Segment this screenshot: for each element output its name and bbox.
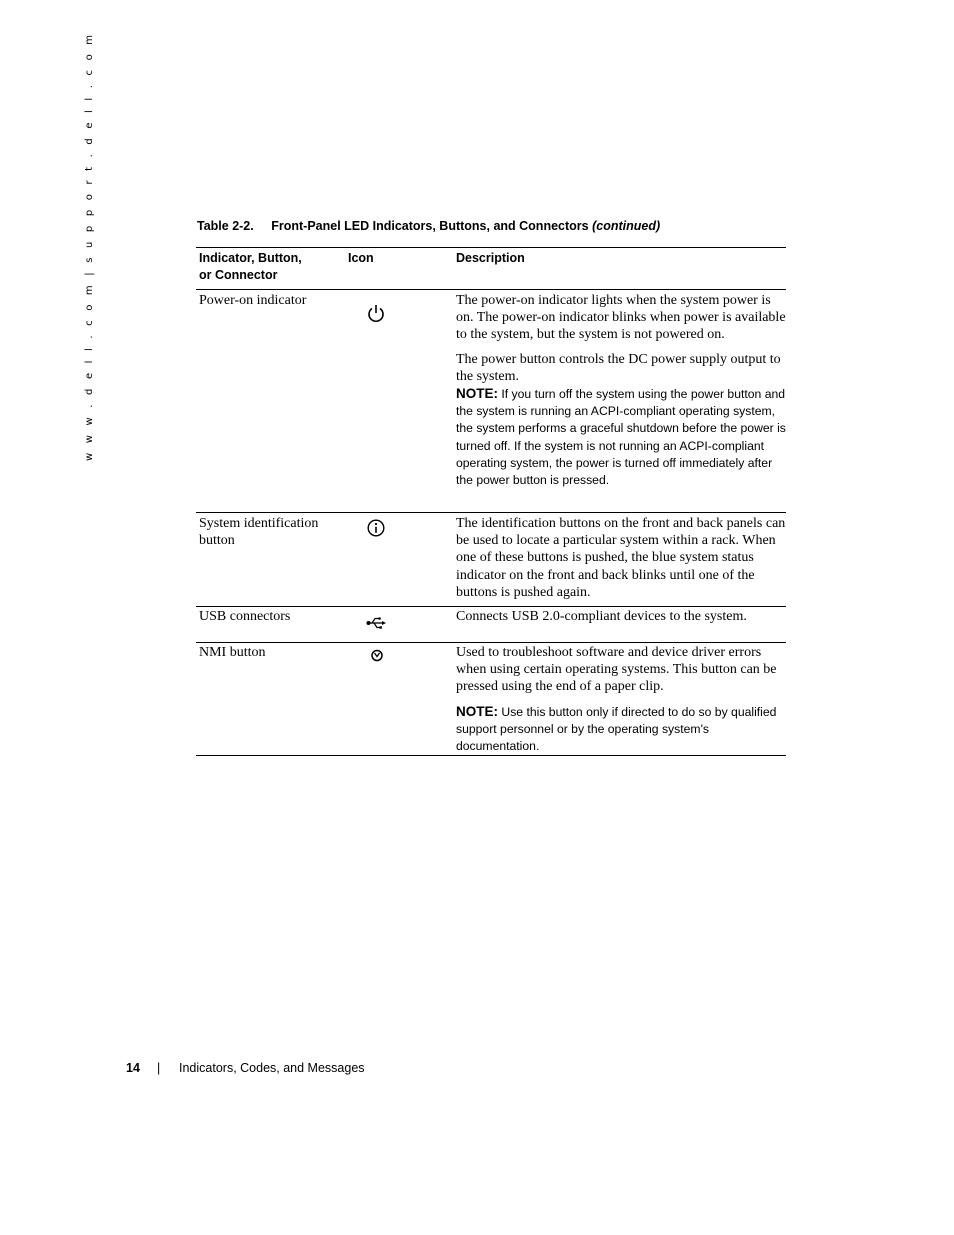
description-paragraph: The identification buttons on the front and back panels can be used to locate a particular system within a rack. When one of these buttons is pushed, the blue system status indicator on the front and back blinks until one of the buttons is pushed again.	[456, 516, 786, 600]
description-paragraph: The power button controls the DC power supply output to the system.	[456, 351, 781, 384]
note-label: NOTE:	[456, 386, 498, 402]
power-icon	[366, 304, 386, 324]
row-name: System identification button	[199, 516, 319, 549]
row-description	[456, 644, 786, 755]
header-indicator-line1: Indicator, Button,	[199, 251, 302, 265]
note-text: If you turn off the system using the power button and the system is running an ACPI-compliant operating system, the system performs a graceful shutdown before the power is turned off. If the system is not running an ACPI-compliant operating system, the power is turned off immediately after the power button is pressed.	[456, 387, 786, 488]
header-description: Description	[456, 251, 525, 265]
page-number: 14	[126, 1061, 140, 1075]
row-rule	[196, 606, 786, 607]
header-rule	[196, 289, 786, 290]
header-indicator-line2: or Connector	[199, 268, 278, 282]
table-top-rule	[196, 247, 786, 248]
usb-icon	[366, 616, 388, 630]
row-rule	[196, 512, 786, 513]
header-indicator	[199, 250, 339, 284]
note-text: Use this button only if directed to do so by qualified support personnel or by the operating system's documentation.	[456, 704, 777, 754]
chapter-title: Indicators, Codes, and Messages	[179, 1061, 365, 1075]
row-description	[456, 292, 786, 489]
row-name: Power-on indicator	[199, 293, 307, 308]
description-paragraph: The power-on indicator lights when the system power is on. The power-on indicator blinks when power is available to the system, but the system is not powered on.	[456, 293, 786, 343]
row-name: NMI button	[199, 645, 266, 660]
note	[456, 703, 786, 756]
table-title: Front-Panel LED Indicators, Buttons, and Connectors	[271, 219, 589, 233]
note-label: NOTE:	[456, 703, 498, 719]
footer-separator: |	[157, 1061, 161, 1075]
nmi-icon	[370, 648, 384, 662]
description-paragraph: Connects USB 2.0-compliant devices to the system.	[456, 609, 747, 624]
table-caption	[197, 219, 660, 233]
sidebar-url: w w w . d e l l . c o m | s u p p o r t . d e l l . c o m	[84, 31, 95, 461]
table-bottom-rule	[196, 755, 786, 756]
row-rule	[196, 642, 786, 643]
row-description	[456, 608, 786, 632]
row-description	[456, 515, 786, 608]
info-icon	[367, 519, 385, 537]
row-name: USB connectors	[199, 609, 291, 624]
note	[456, 385, 786, 489]
table-number: Table 2-2.	[197, 219, 254, 233]
description-paragraph: Used to troubleshoot software and device driver errors when using certain operating systems. This button can be pressed using the end of a paper clip.	[456, 645, 777, 695]
header-icon: Icon	[348, 251, 374, 265]
table-continued: (continued)	[592, 219, 661, 233]
